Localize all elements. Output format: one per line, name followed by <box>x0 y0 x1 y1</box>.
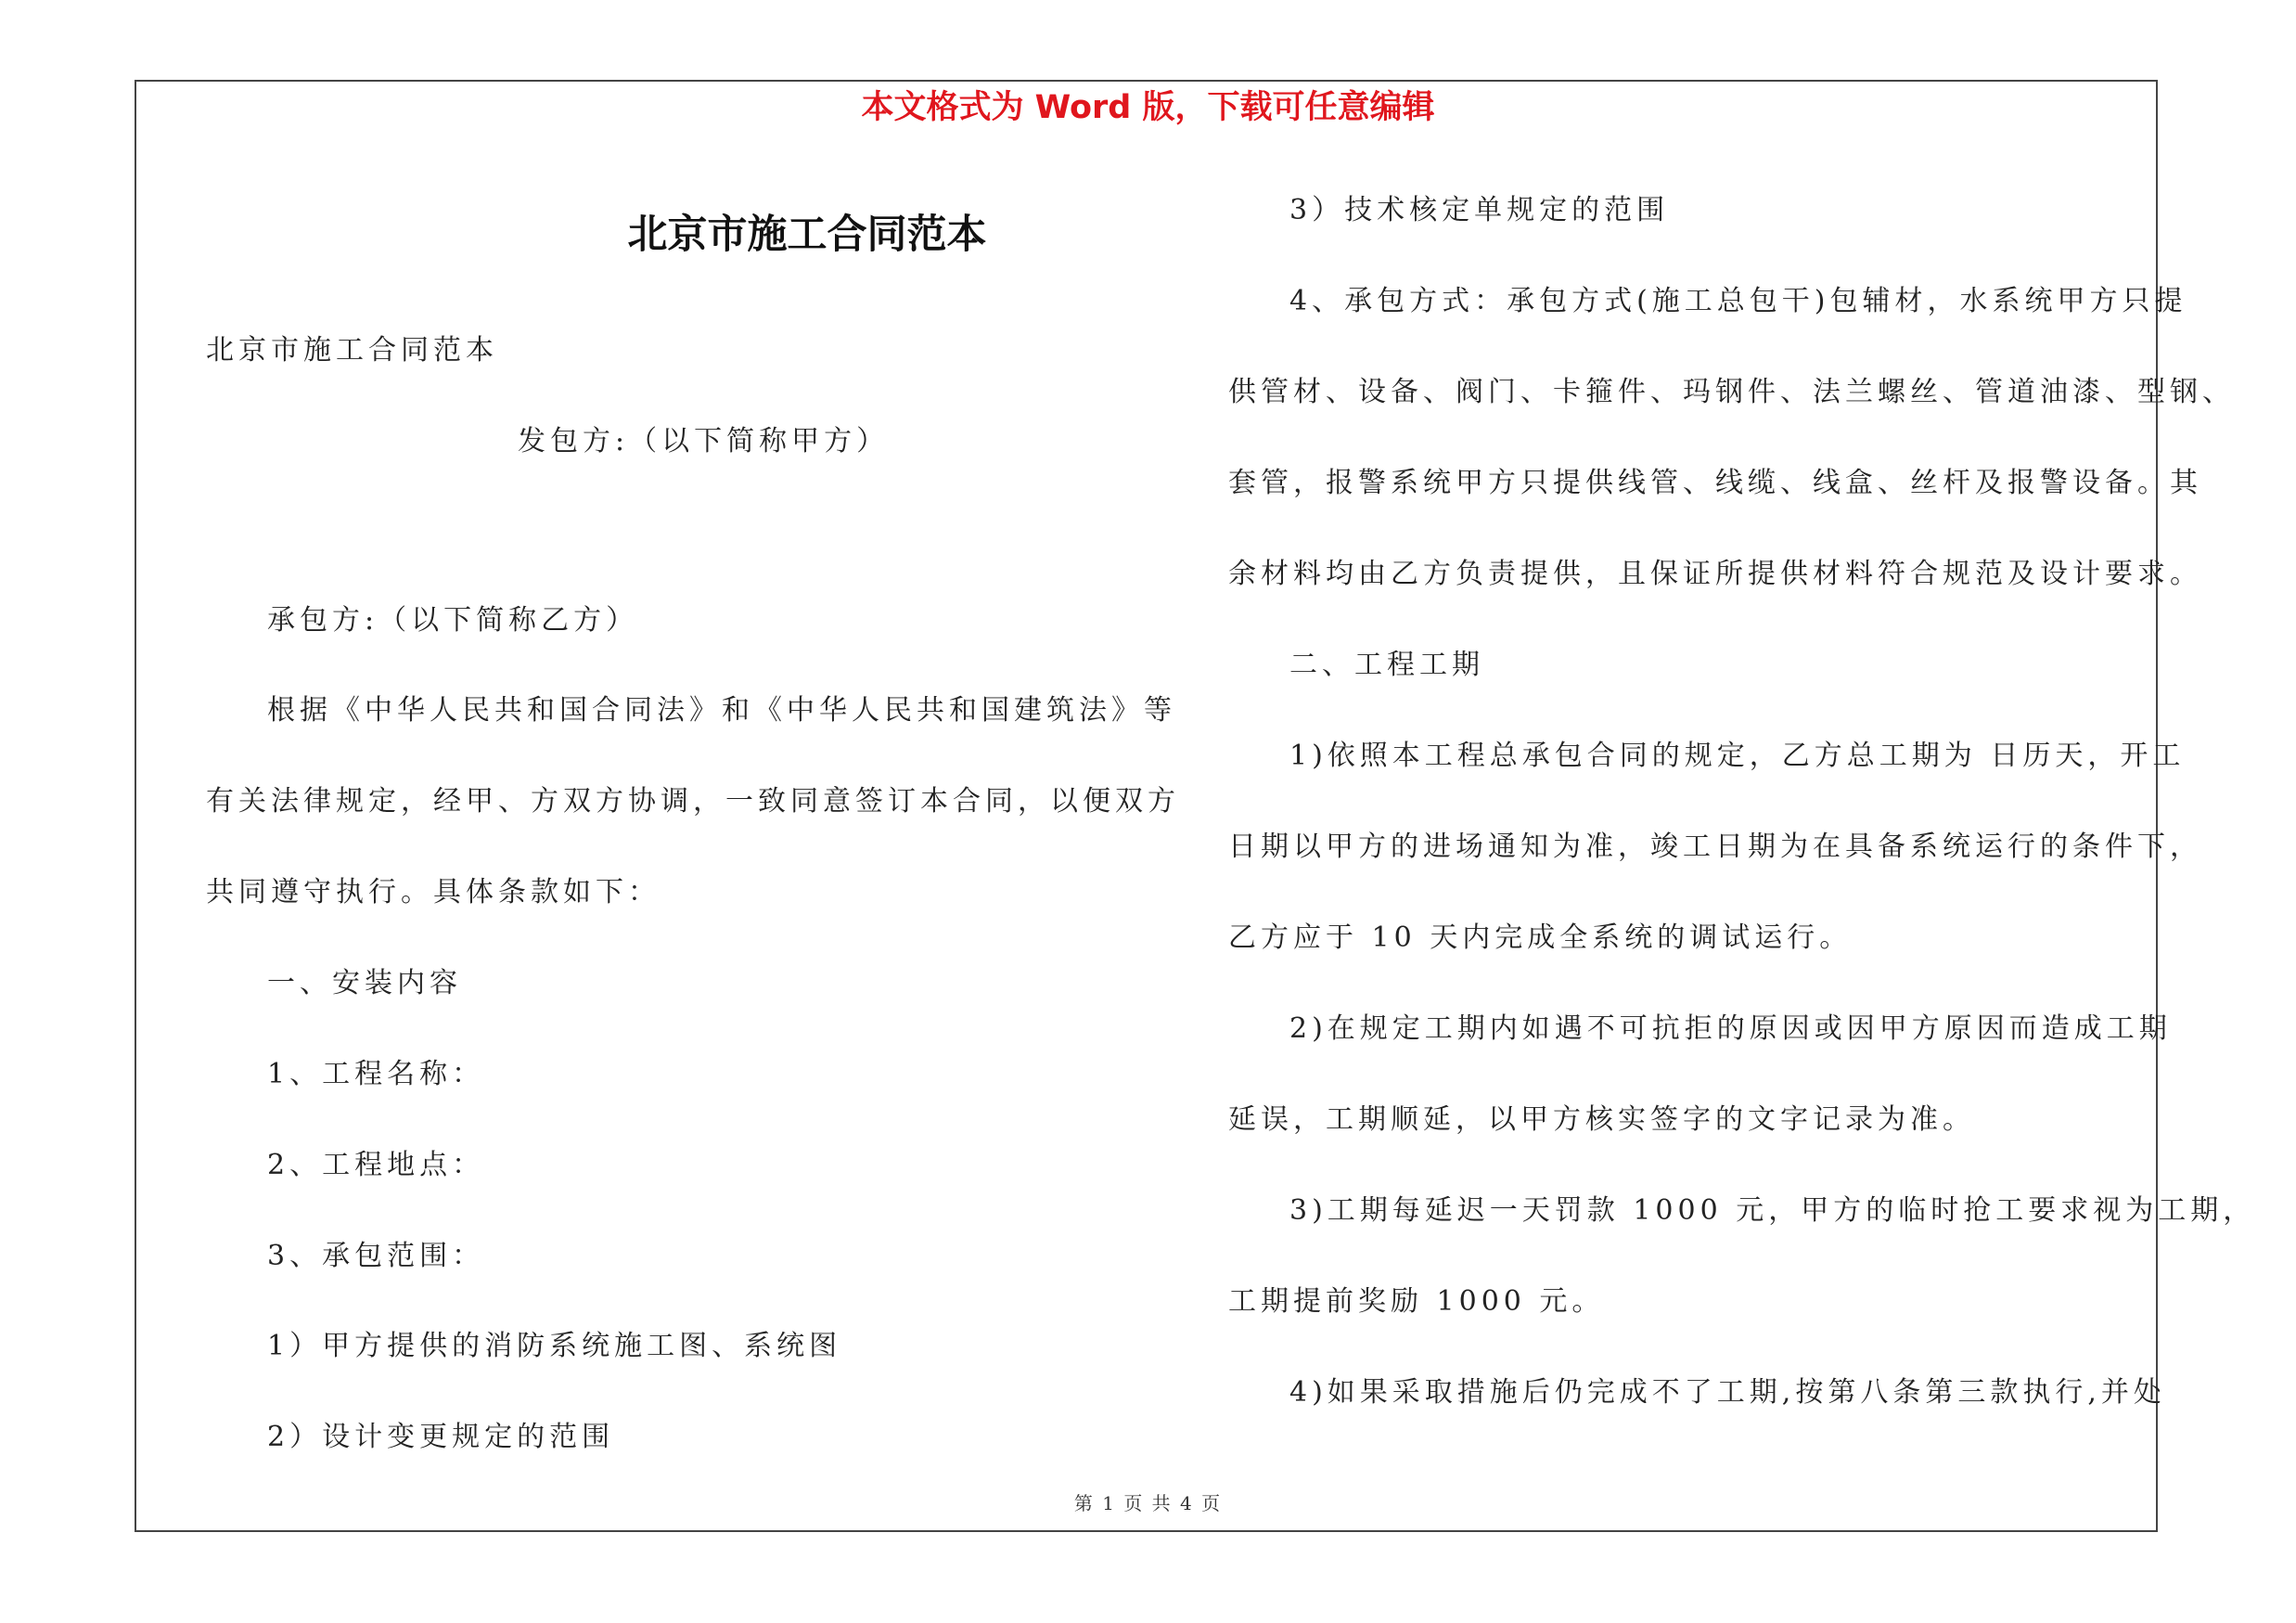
paragraph-line: 4、承包方式：承包方式(施工总包干)包辅材，水系统甲方只提 <box>1289 285 2187 317</box>
paragraph-line: 供管材、设备、阀门、卡箍件、玛钢件、法兰螺丝、管道油漆、型钢、 <box>1228 376 2235 408</box>
paragraph-line: 2、工程地点： <box>267 1149 485 1181</box>
paragraph-line: 3）技术核定单规定的范围 <box>1289 194 1670 226</box>
paragraph-line: 2）设计变更规定的范围 <box>267 1421 615 1453</box>
paragraph-line: 日期以甲方的进场通知为准，竣工日期为在具备系统运行的条件下， <box>1228 831 2202 863</box>
paragraph-line: 2)在规定工期内如遇不可抗拒的原因或因甲方原因而造成工期 <box>1289 1012 2172 1045</box>
paragraph-line: 1）甲方提供的消防系统施工图、系统图 <box>267 1330 842 1362</box>
paragraph-line: 1)依照本工程总承包合同的规定，乙方总工期为 日历天，开工 <box>1289 740 2186 772</box>
paragraph-line: 一、安装内容 <box>267 967 462 999</box>
paragraph-line: 有关法律规定，经甲、方双方协调，一致同意签订本合同，以便双方 <box>206 785 1180 818</box>
paragraph-line: 套管，报警系统甲方只提供线管、线缆、线盒、丝杆及报警设备。其 <box>1228 467 2202 499</box>
paragraph-line: 3)工期每延迟一天罚款 1000 元，甲方的临时抢工要求视为工期， <box>1289 1194 2256 1227</box>
paragraph-line: 共同遵守执行。具体条款如下： <box>206 876 661 908</box>
paragraph-line: 工期提前奖励 1000 元。 <box>1228 1285 1605 1318</box>
page-number: 第 1 页 共 4 页 <box>1073 1492 1223 1514</box>
paragraph-line: 余材料均由乙方负责提供，且保证所提供材料符合规范及设计要求。 <box>1228 558 2202 590</box>
paragraph-line: 根据《中华人民共和国合同法》和《中华人民共和国建筑法》等 <box>267 694 1176 727</box>
format-banner: 本文格式为 Word 版，下载可任意编辑 <box>861 89 1435 126</box>
paragraph-line: 3、承包范围： <box>267 1240 485 1272</box>
paragraph-line: 乙方应于 10 天内完成全系统的调试运行。 <box>1228 921 1853 954</box>
paragraph-line: 二、工程工期 <box>1289 649 1484 681</box>
paragraph-line: 北京市施工合同范本 <box>206 334 498 367</box>
document-title: 北京市施工合同范本 <box>627 212 987 258</box>
paragraph-line: 4)如果采取措施后仍完成不了工期,按第八条第三款执行,并处 <box>1289 1376 2166 1409</box>
paragraph-line: 延误，工期顺延，以甲方核实签字的文字记录为准。 <box>1228 1103 1975 1136</box>
paragraph-line: 承包方:（以下简称乙方） <box>267 604 639 637</box>
paragraph-line: 发包方:（以下简称甲方） <box>518 425 890 457</box>
paragraph-line: 1、工程名称： <box>267 1058 485 1090</box>
